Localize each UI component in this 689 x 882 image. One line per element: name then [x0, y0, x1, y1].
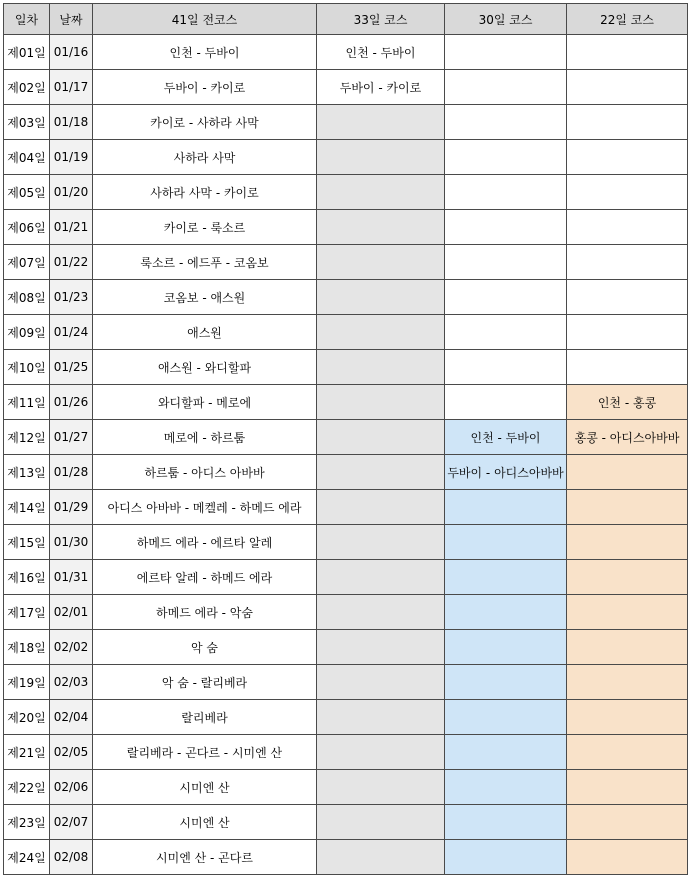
table-row: [4, 70, 688, 105]
course-30-cell: [445, 735, 567, 770]
course-30-cell: [445, 595, 567, 630]
course-22-cell: [567, 735, 688, 770]
course-33-cell: [317, 385, 445, 420]
day-cell: 제10일: [4, 350, 50, 385]
course-30-cell: [445, 140, 567, 175]
course-22-cell: [567, 455, 688, 490]
course-33-cell: [317, 560, 445, 595]
header-row: [4, 4, 688, 35]
day-cell: 제20일: [4, 700, 50, 735]
table-row: [4, 455, 688, 490]
date-cell: 02/08: [50, 840, 93, 875]
table-row: [4, 735, 688, 770]
course-22-cell: [567, 525, 688, 560]
course-33-cell: [317, 105, 445, 140]
course-33-cell: [317, 140, 445, 175]
course-41-cell: 시미엔 산 - 곤다르: [93, 840, 317, 875]
date-cell: 01/17: [50, 70, 93, 105]
course-41-cell: 랄리베라 - 곤다르 - 시미엔 산: [93, 735, 317, 770]
day-cell: 제16일: [4, 560, 50, 595]
day-cell: 제04일: [4, 140, 50, 175]
course-33-cell: [317, 595, 445, 630]
date-cell: 02/03: [50, 665, 93, 700]
table-row: [4, 560, 688, 595]
course-33-cell: [317, 770, 445, 805]
course-41-cell: 에르타 알레 - 하메드 에라: [93, 560, 317, 595]
table-row: [4, 350, 688, 385]
course-30-cell: [445, 840, 567, 875]
table-row: [4, 700, 688, 735]
course-30-cell: 인천 - 두바이: [445, 420, 567, 455]
course-41-cell: 와디할파 - 메로에: [93, 385, 317, 420]
course-41-cell: 악 숨 - 랄리베라: [93, 665, 317, 700]
table-row: [4, 35, 688, 70]
course-41-cell: 코옴보 - 애스원: [93, 280, 317, 315]
header-day: 일차: [4, 4, 50, 35]
date-cell: 01/28: [50, 455, 93, 490]
course-33-cell: [317, 490, 445, 525]
table-row: [4, 805, 688, 840]
table-row: [4, 280, 688, 315]
course-30-cell: [445, 560, 567, 595]
course-41-cell: 사하라 사막: [93, 140, 317, 175]
course-33-cell: [317, 525, 445, 560]
day-cell: 제09일: [4, 315, 50, 350]
course-41-cell: 카이로 - 룩소르: [93, 210, 317, 245]
course-22-cell: 홍콩 - 아디스아바바: [567, 420, 688, 455]
course-41-cell: 카이로 - 사하라 사막: [93, 105, 317, 140]
course-22-cell: [567, 315, 688, 350]
table-row: [4, 770, 688, 805]
day-cell: 제08일: [4, 280, 50, 315]
table-row: [4, 525, 688, 560]
header-course-30: 30일 코스: [445, 4, 567, 35]
header-course-33: 33일 코스: [317, 4, 445, 35]
day-cell: 제06일: [4, 210, 50, 245]
course-22-cell: [567, 630, 688, 665]
course-30-cell: [445, 175, 567, 210]
course-33-cell: [317, 455, 445, 490]
day-cell: 제11일: [4, 385, 50, 420]
date-cell: 01/30: [50, 525, 93, 560]
date-cell: 02/06: [50, 770, 93, 805]
day-cell: 제22일: [4, 770, 50, 805]
course-30-cell: [445, 210, 567, 245]
course-30-cell: [445, 665, 567, 700]
table-row: [4, 630, 688, 665]
table-row: [4, 490, 688, 525]
table-row: [4, 595, 688, 630]
date-cell: 01/31: [50, 560, 93, 595]
date-cell: 01/29: [50, 490, 93, 525]
day-cell: 제12일: [4, 420, 50, 455]
table-body: [4, 35, 688, 875]
course-41-cell: 인천 - 두바이: [93, 35, 317, 70]
course-41-cell: 사하라 사막 - 카이로: [93, 175, 317, 210]
course-30-cell: [445, 280, 567, 315]
course-30-cell: [445, 35, 567, 70]
course-22-cell: [567, 805, 688, 840]
day-cell: 제23일: [4, 805, 50, 840]
course-33-cell: [317, 420, 445, 455]
course-41-cell: 아디스 아바바 - 메켈레 - 하메드 에라: [93, 490, 317, 525]
course-41-cell: 악 숨: [93, 630, 317, 665]
date-cell: 01/22: [50, 245, 93, 280]
course-41-cell: 하메드 에라 - 악숨: [93, 595, 317, 630]
date-cell: 02/05: [50, 735, 93, 770]
course-41-cell: 하메드 에라 - 에르타 알레: [93, 525, 317, 560]
date-cell: 02/04: [50, 700, 93, 735]
day-cell: 제13일: [4, 455, 50, 490]
date-cell: 01/23: [50, 280, 93, 315]
course-30-cell: [445, 490, 567, 525]
date-cell: 02/02: [50, 630, 93, 665]
course-22-cell: [567, 665, 688, 700]
course-41-cell: 룩소르 - 에드푸 - 코옴보: [93, 245, 317, 280]
day-cell: 제17일: [4, 595, 50, 630]
course-33-cell: [317, 735, 445, 770]
course-33-cell: [317, 245, 445, 280]
course-30-cell: [445, 315, 567, 350]
date-cell: 01/18: [50, 105, 93, 140]
course-30-cell: [445, 245, 567, 280]
header-course-41: 41일 전코스: [93, 4, 317, 35]
course-30-cell: [445, 805, 567, 840]
day-cell: 제24일: [4, 840, 50, 875]
course-22-cell: [567, 770, 688, 805]
table-row: [4, 315, 688, 350]
course-22-cell: [567, 35, 688, 70]
day-cell: 제07일: [4, 245, 50, 280]
date-cell: 02/07: [50, 805, 93, 840]
date-cell: 01/24: [50, 315, 93, 350]
course-30-cell: [445, 350, 567, 385]
course-33-cell: 두바이 - 카이로: [317, 70, 445, 105]
table-row: [4, 665, 688, 700]
course-22-cell: [567, 280, 688, 315]
header-date: 날짜: [50, 4, 93, 35]
course-22-cell: [567, 105, 688, 140]
table-row: [4, 140, 688, 175]
day-cell: 제19일: [4, 665, 50, 700]
course-33-cell: [317, 350, 445, 385]
course-30-cell: [445, 105, 567, 140]
course-22-cell: [567, 595, 688, 630]
course-22-cell: [567, 140, 688, 175]
course-30-cell: [445, 385, 567, 420]
course-30-cell: [445, 770, 567, 805]
course-41-cell: 두바이 - 카이로: [93, 70, 317, 105]
course-22-cell: [567, 840, 688, 875]
course-33-cell: [317, 630, 445, 665]
course-22-cell: [567, 560, 688, 595]
course-30-cell: [445, 700, 567, 735]
date-cell: 01/19: [50, 140, 93, 175]
course-33-cell: [317, 315, 445, 350]
table-row: [4, 175, 688, 210]
day-cell: 제03일: [4, 105, 50, 140]
course-30-cell: [445, 630, 567, 665]
course-30-cell: [445, 525, 567, 560]
date-cell: 01/25: [50, 350, 93, 385]
date-cell: 01/20: [50, 175, 93, 210]
course-22-cell: [567, 490, 688, 525]
day-cell: 제18일: [4, 630, 50, 665]
day-cell: 제21일: [4, 735, 50, 770]
date-cell: 02/01: [50, 595, 93, 630]
course-41-cell: 애스원 - 와디할파: [93, 350, 317, 385]
table-row: [4, 210, 688, 245]
course-33-cell: [317, 280, 445, 315]
date-cell: 01/16: [50, 35, 93, 70]
course-33-cell: [317, 700, 445, 735]
course-22-cell: [567, 700, 688, 735]
day-cell: 제05일: [4, 175, 50, 210]
course-41-cell: 시미엔 산: [93, 805, 317, 840]
date-cell: 01/27: [50, 420, 93, 455]
course-33-cell: [317, 840, 445, 875]
table-row: [4, 245, 688, 280]
course-41-cell: 애스원: [93, 315, 317, 350]
course-30-cell: [445, 70, 567, 105]
table-row: [4, 105, 688, 140]
course-22-cell: [567, 245, 688, 280]
course-41-cell: 시미엔 산: [93, 770, 317, 805]
table-row: [4, 385, 688, 420]
table-row: [4, 840, 688, 875]
header-course-22: 22일 코스: [567, 4, 688, 35]
course-33-cell: [317, 665, 445, 700]
course-41-cell: 랄리베라: [93, 700, 317, 735]
course-22-cell: [567, 350, 688, 385]
course-30-cell: 두바이 - 아디스아바바: [445, 455, 567, 490]
day-cell: 제02일: [4, 70, 50, 105]
course-33-cell: 인천 - 두바이: [317, 35, 445, 70]
day-cell: 제01일: [4, 35, 50, 70]
course-41-cell: 하르툼 - 아디스 아바바: [93, 455, 317, 490]
course-22-cell: [567, 175, 688, 210]
day-cell: 제14일: [4, 490, 50, 525]
course-22-cell: 인천 - 홍콩: [567, 385, 688, 420]
course-22-cell: [567, 70, 688, 105]
table-row: [4, 420, 688, 455]
course-41-cell: 메로에 - 하르툼: [93, 420, 317, 455]
course-22-cell: [567, 210, 688, 245]
day-cell: 제15일: [4, 525, 50, 560]
table-header: [4, 4, 688, 35]
course-33-cell: [317, 175, 445, 210]
date-cell: 01/21: [50, 210, 93, 245]
course-33-cell: [317, 210, 445, 245]
itinerary-table: [3, 3, 688, 875]
course-33-cell: [317, 805, 445, 840]
date-cell: 01/26: [50, 385, 93, 420]
